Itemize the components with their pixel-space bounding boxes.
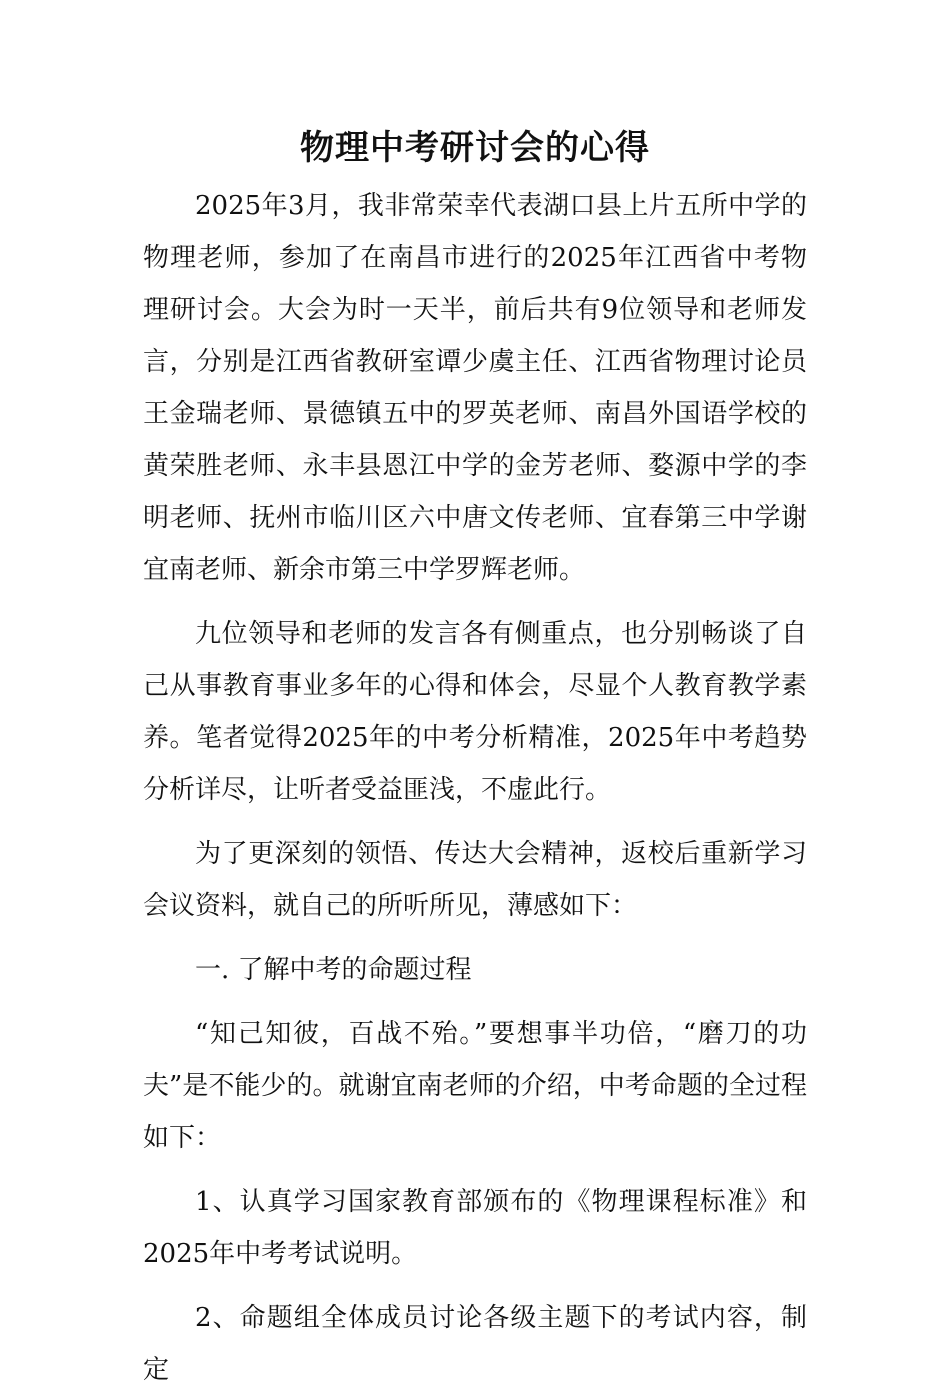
paragraph-speeches: 九位领导和老师的发言各有侧重点，也分别畅谈了自己从事教育事业多年的心得和体会，尽显个人教育教学素养。笔者觉得2025年的中考分析精准，2025年中考趋势分析详尽，让听者受益匪浅，不虚此行。 [143, 619, 807, 805]
document-title: 物理中考研讨会的心得 [300, 128, 650, 168]
document-page [143, 128, 807, 1396]
paragraph-gap [143, 1280, 807, 1292]
paragraph-gap [143, 932, 807, 944]
paragraph-gap [143, 996, 807, 1008]
paragraph-gap [143, 816, 807, 828]
paragraph-gap [143, 596, 807, 608]
paragraph-quote: “知己知彼，百战不殆。”要想事半功倍，“磨刀的功夫”是不能少的。就谢宜南老师的介绍，中考命题的全过程如下： [143, 1019, 807, 1153]
section-heading-1: 一. 了解中考的命题过程 [195, 955, 472, 985]
paragraph-intro: 2025年3月，我非常荣幸代表湖口县上片五所中学的物理老师，参加了在南昌市进行的2025年江西省中考物理研讨会。大会为时一天半，前后共有9位领导和老师发言，分别是江西省教研室谭少虞主任、江西省物理讨论员王金瑞老师、景德镇五中的罗英老师、南昌外国语学校的黄荣胜老师、永丰县恩江中学的金芳老师、婺源中学的李明老师、抚州市临川区六中唐文传老师、宜春第三中学谢宜南老师、新余市第三中学罗辉老师。 [143, 191, 807, 585]
list-item-2: 2、命题组全体成员讨论各级主题下的考试内容，制定 [143, 1303, 807, 1385]
paragraph-purpose: 为了更深刻的领悟、传达大会精神，返校后重新学习会议资料，就自己的所听所见，薄感如下： [143, 839, 807, 921]
paragraph-gap [143, 1164, 807, 1176]
list-item-1: 1、认真学习国家教育部颁布的《物理课程标准》和2025年中考考试说明。 [143, 1187, 807, 1269]
